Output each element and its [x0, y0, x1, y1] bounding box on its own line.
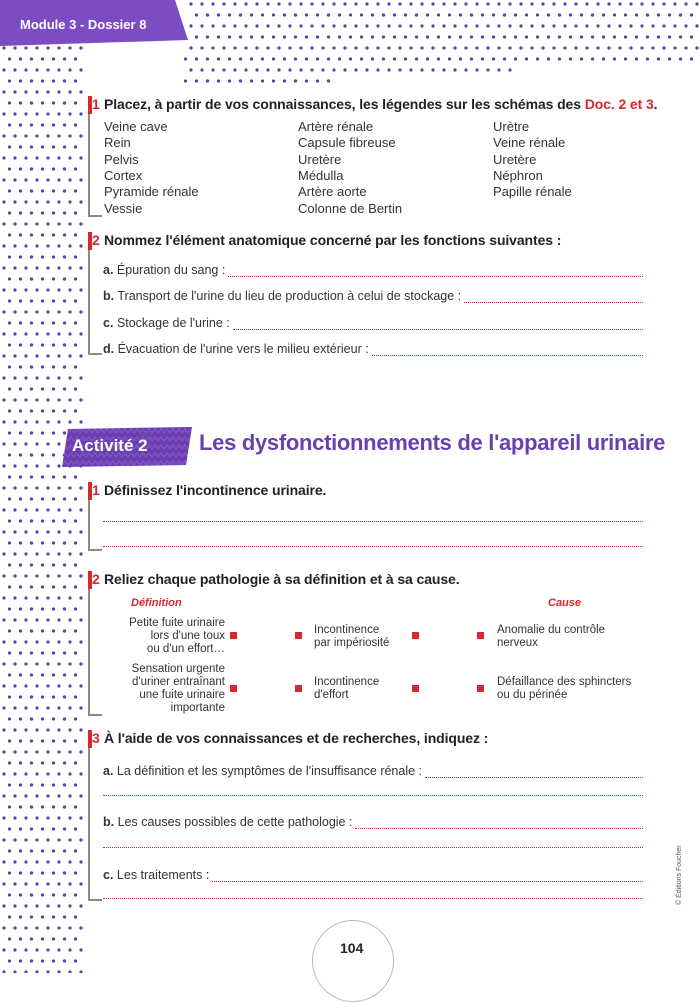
- definition-item: Sensation urgente d'uriner entraînant une fuite urinaire importante: [131, 663, 225, 714]
- legend-word: Rein: [104, 135, 131, 150]
- link-point[interactable]: [477, 632, 484, 639]
- question-2-text: Nommez l'élément anatomique concerné par les fonctions suivantes :: [104, 232, 562, 248]
- page-number-circle: [312, 920, 394, 1002]
- legend-word: Artère aorte: [298, 184, 367, 199]
- legend-word: Néphron: [493, 168, 543, 183]
- answer-line-d[interactable]: d. Évacuation de l'urine vers le milieu extérieur :: [103, 340, 643, 356]
- question-1-text: Placez, à partir de vos connaissances, les légendes sur les schémas des Doc. 2 et 3.: [104, 96, 658, 112]
- copyright-notice: © Éditions Foucher: [676, 845, 683, 905]
- activity-question-1-text: Définissez l'incontinence urinaire.: [104, 482, 327, 498]
- legend-word: Artère rénale: [298, 119, 374, 134]
- doc-reference: Doc. 2 et 3: [584, 96, 654, 112]
- question-rule: [88, 571, 90, 715]
- legend-word: Veine cave: [104, 119, 168, 134]
- answer-line[interactable]: [103, 795, 643, 796]
- column-header-cause: Cause: [548, 597, 582, 609]
- legend-word: Capsule fibreuse: [298, 135, 396, 150]
- answer-line-a[interactable]: a. Épuration du sang :: [103, 261, 643, 277]
- pathology-item: Incontinence par impériosité: [314, 624, 390, 649]
- page-number: 104: [340, 940, 364, 956]
- answer-line[interactable]: [103, 521, 643, 522]
- cause-item: Anomalie du contrôle nerveux: [497, 624, 606, 649]
- answer-line-c[interactable]: c. Stockage de l'urine :: [103, 314, 643, 330]
- question-number: 1: [92, 482, 100, 498]
- answer-line-b[interactable]: b. Les causes possibles de cette pathologie :: [103, 813, 643, 829]
- activity-badge-label: Activité 2: [72, 436, 148, 455]
- cause-item: Défaillance des sphincters ou du périnée: [497, 676, 632, 701]
- answer-line-b[interactable]: b. Transport de l'urine du lieu de production à celui de stockage :: [103, 287, 643, 303]
- link-point[interactable]: [230, 632, 237, 639]
- link-point[interactable]: [295, 632, 302, 639]
- answer-line-c[interactable]: c. Les traitements :: [103, 866, 643, 882]
- link-point[interactable]: [412, 685, 419, 692]
- question-rule: [88, 730, 90, 900]
- definition-item: Petite fuite urinaire lors d'une toux ou d'un effort…: [129, 617, 225, 655]
- question-number: 1: [92, 96, 100, 112]
- legend-word: Papille rénale: [493, 184, 572, 199]
- column-header-definition: Définition: [131, 597, 182, 609]
- answer-line[interactable]: [103, 546, 643, 547]
- answer-line-a[interactable]: a. La définition et les symptômes de l'insuffisance rénale :: [103, 762, 643, 778]
- question-rule: [88, 232, 90, 354]
- link-point[interactable]: [412, 632, 419, 639]
- answer-line[interactable]: [103, 898, 643, 899]
- question-number: 2: [92, 571, 100, 587]
- legend-word: Colonne de Bertin: [298, 201, 403, 216]
- link-point[interactable]: [295, 685, 302, 692]
- link-point[interactable]: [230, 685, 237, 692]
- legend-word: Médulla: [298, 168, 344, 183]
- legend-word: Vessie: [104, 201, 143, 216]
- module-label: Module 3 - Dossier 8: [20, 17, 147, 32]
- activity-title: Les dysfonctionnements de l'appareil urinaire: [199, 430, 666, 455]
- activity-question-2-text: Reliez chaque pathologie à sa définition et à sa cause.: [104, 571, 460, 587]
- link-point[interactable]: [477, 685, 484, 692]
- legend-word: Veine rénale: [493, 135, 566, 150]
- legend-word: Uretère: [493, 152, 537, 167]
- question-number: 2: [92, 232, 100, 248]
- legend-word: Cortex: [104, 168, 143, 183]
- legend-word: Urètre: [493, 119, 530, 134]
- activity-question-3-text: À l'aide de vos connaissances et de recherches, indiquez :: [104, 730, 489, 746]
- legend-word: Uretère: [298, 152, 342, 167]
- answer-line[interactable]: [103, 847, 643, 848]
- legend-word: Pelvis: [104, 152, 139, 167]
- question-number: 3: [92, 730, 100, 746]
- question-rule: [88, 96, 90, 216]
- pathology-item: Incontinence d'effort: [314, 676, 380, 701]
- legend-word: Pyramide rénale: [104, 184, 199, 199]
